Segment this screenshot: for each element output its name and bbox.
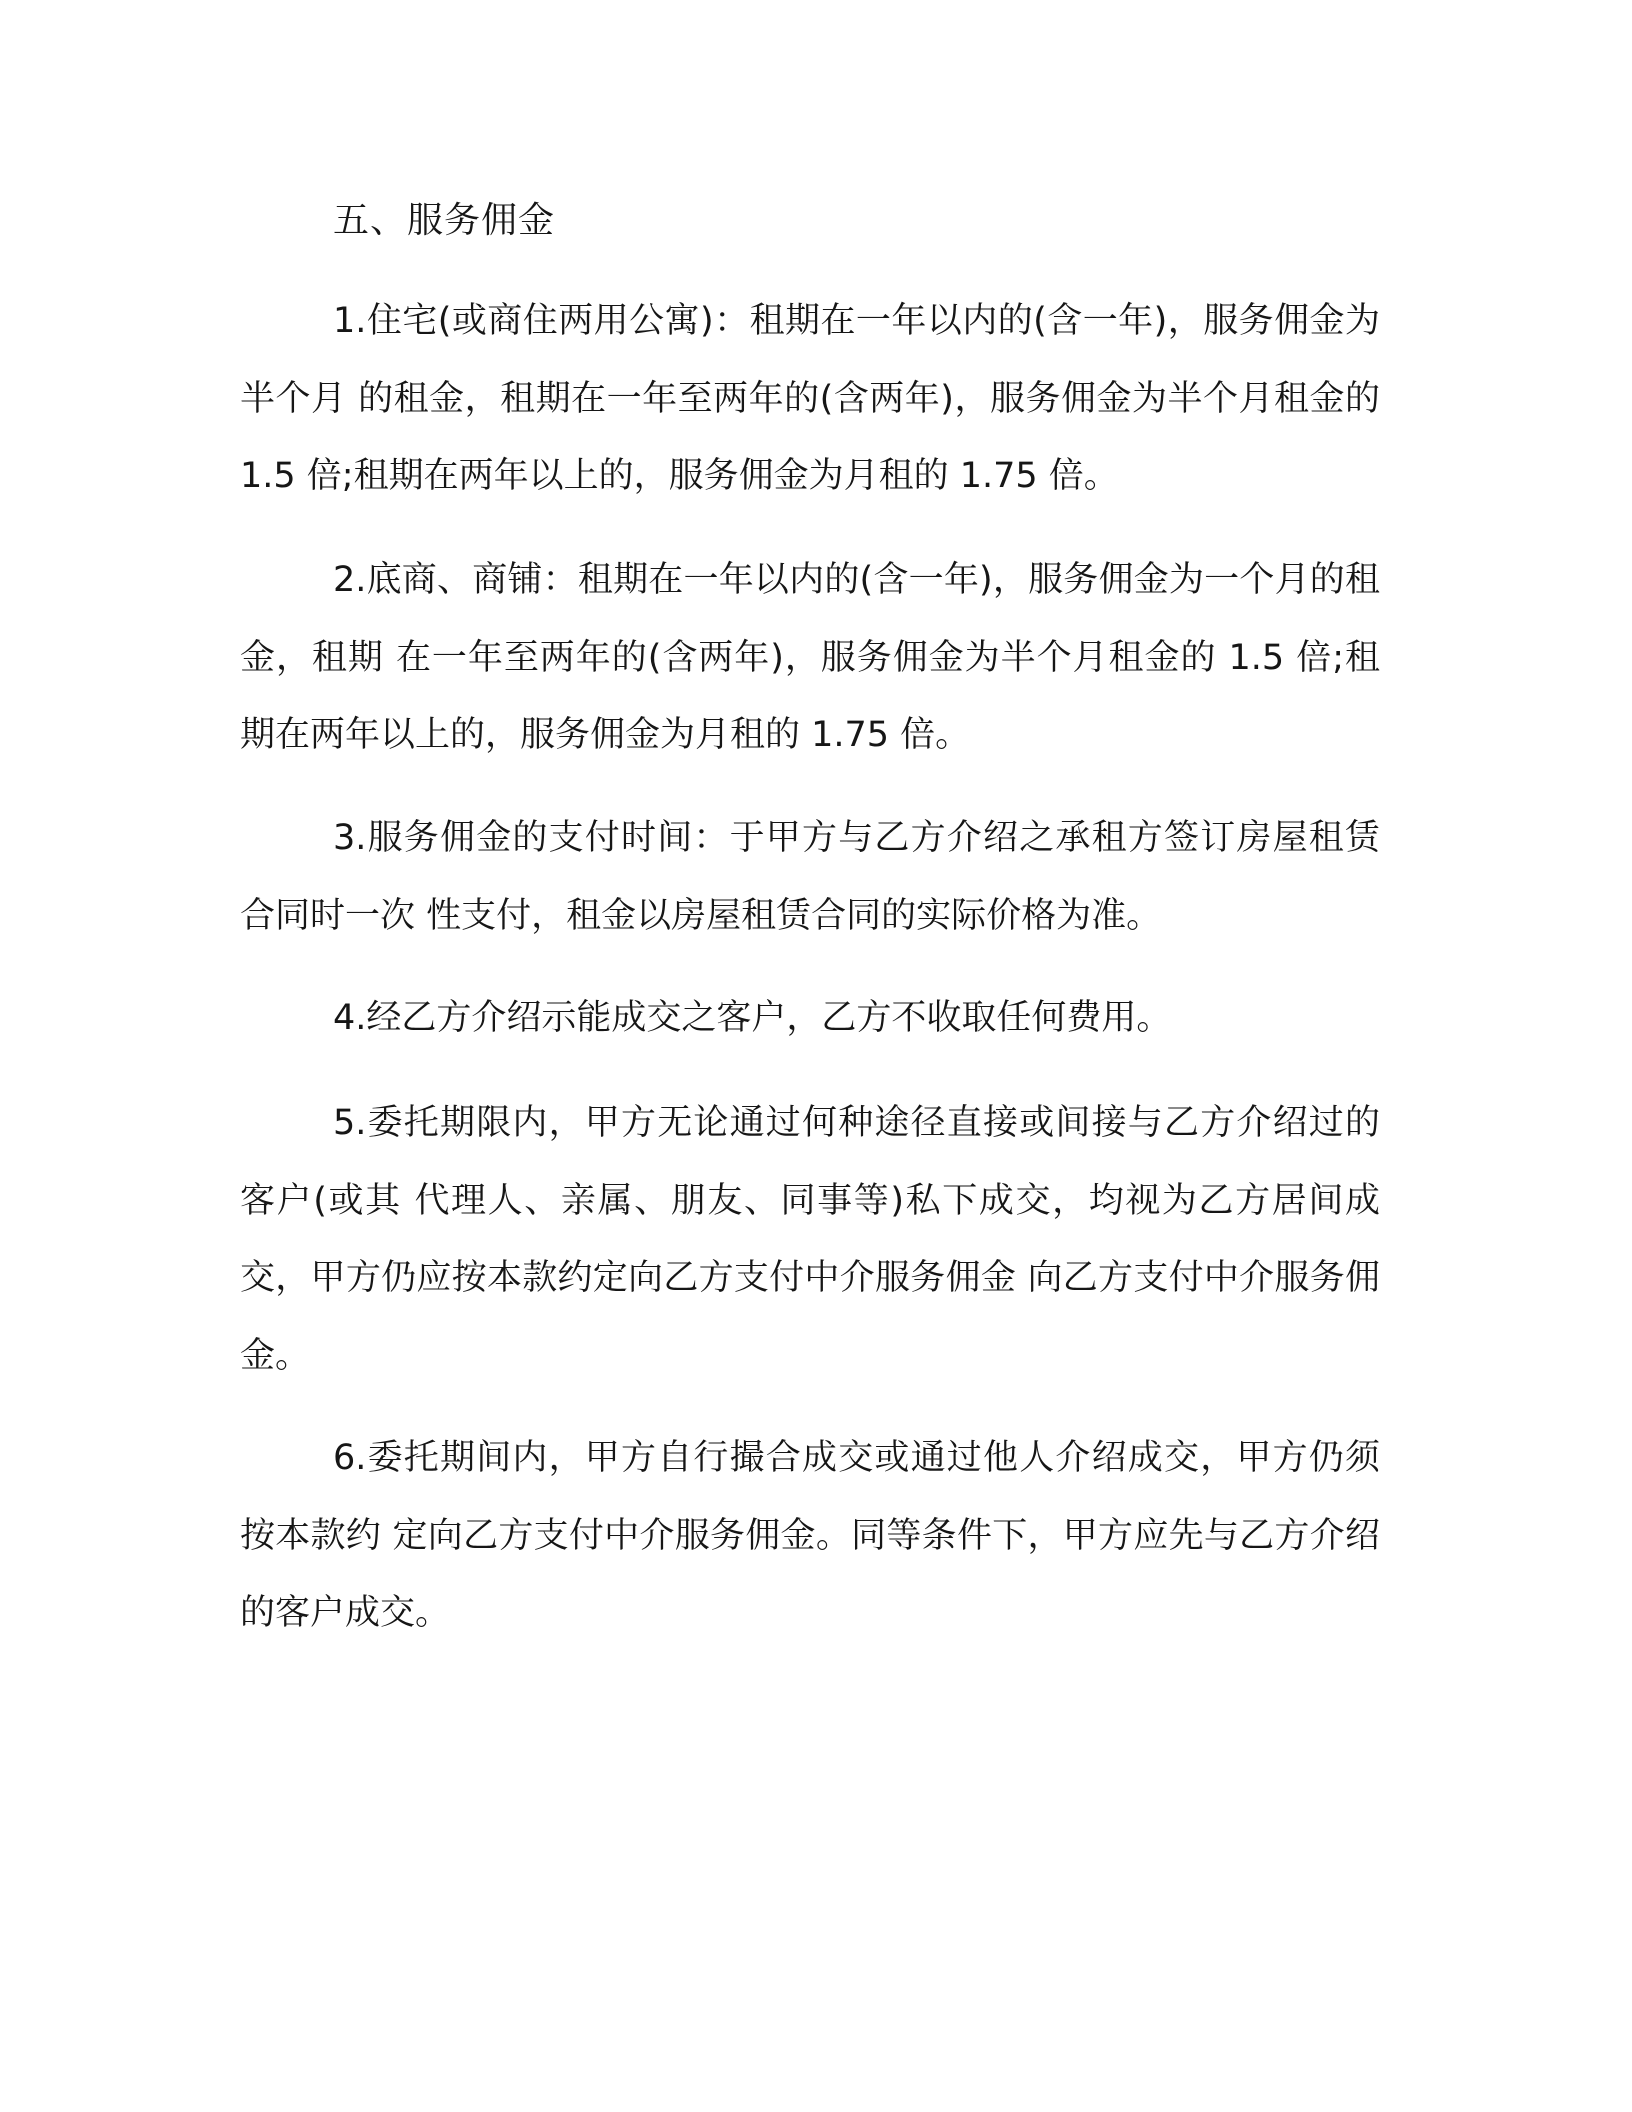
clause-1-residential: 1.住宅(或商住两用公寓)：租期在一年以内的(含一年)，服务佣金为半个月 的租金，租期在一年至两年的(含两年)，服务佣金为半个月租金的 1.5 倍;租期在两年以上的，服务佣金为月租的 1.75 倍。 [240,301,1380,496]
clause-2-commercial: 2.底商、商铺：租期在一年以内的(含一年)，服务佣金为一个月的租金，租期 在一年至两年的(含两年)，服务佣金为半个月租金的 1.5 倍;租期在两年以上的，服务佣金为月租的 1.75 倍。 [240,560,1380,755]
clause-4-no-deal-no-fee: 4.经乙方介绍示能成交之客户，乙方不收取任何费用。 [333,998,1172,1038]
section-heading: 五、服务佣金 [333,200,556,241]
clause-5-private-deal: 5.委托期限内，甲方无论通过何种途径直接或间接与乙方介绍过的客户(或其 代理人、亲属、朋友、同事等)私下成交，均视为乙方居间成交，甲方仍应按本款约定向乙方支付中介服务佣金 向乙方支付中介服务佣金。 [240,1103,1380,1376]
clause-6-self-deal: 6.委托期间内，甲方自行撮合成交或通过他人介绍成交，甲方仍须按本款约 定向乙方支付中介服务佣金。同等条件下，甲方应先与乙方介绍的客户成交。 [240,1438,1380,1633]
clause-3-payment-time: 3.服务佣金的支付时间：于甲方与乙方介绍之承租方签订房屋租赁合同时一次 性支付，租金以房屋租赁合同的实际价格为准。 [240,818,1380,936]
